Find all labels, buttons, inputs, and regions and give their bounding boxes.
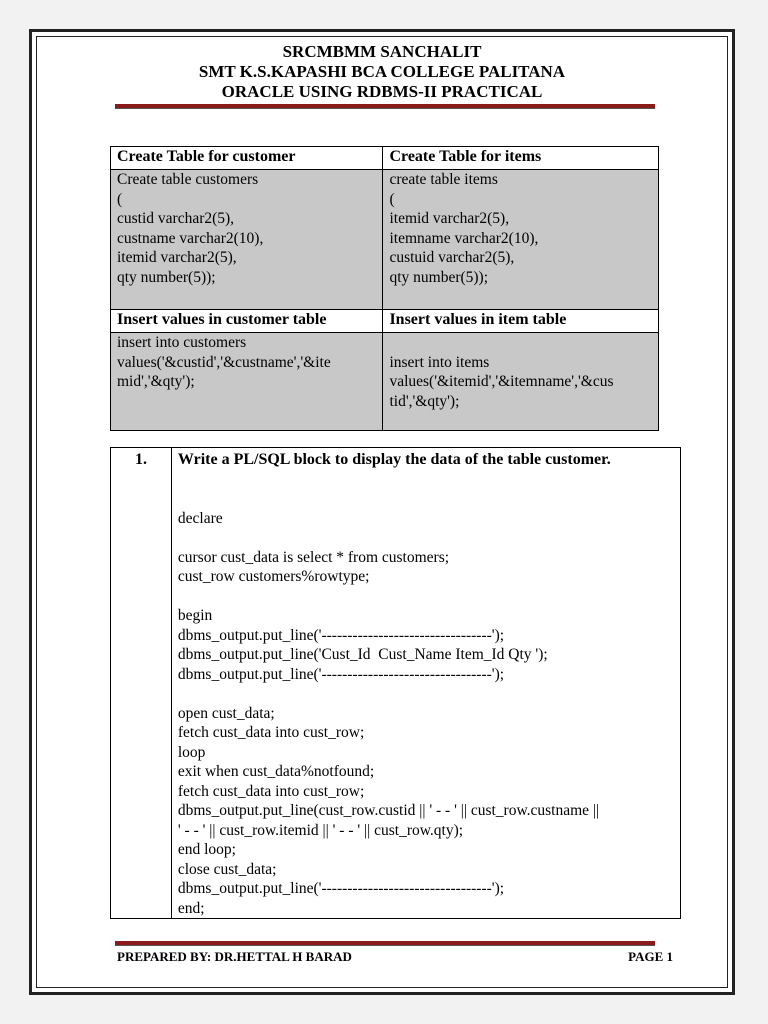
- code-line: [178, 528, 674, 548]
- code-line: dbms_output.put_line('Cust_Id Cust_Name Item_Id Qty ');: [177, 646, 548, 663]
- header-line-2: SMT K.S.KAPASHI BCA COLLEGE PALITANA: [198, 62, 566, 81]
- code-line: [178, 489, 674, 509]
- header-line-3: ORACLE USING RDBMS-II PRACTICAL: [221, 82, 543, 101]
- code-line: dbms_output.put_line('---------------------------------');: [177, 626, 505, 644]
- code-line: cursor cust_data is select * from customers;: [177, 548, 450, 566]
- code-line: begin: [177, 607, 213, 624]
- code-line: loop: [177, 743, 206, 761]
- insert-items-heading: Insert values in item table: [383, 310, 659, 333]
- question-title: Write a PL/SQL block to display the data of the table customer.: [177, 451, 611, 468]
- create-items-heading: Create Table for items: [383, 147, 659, 170]
- question-cell: [171, 448, 680, 919]
- question-table: [110, 447, 681, 919]
- code-line: end;: [177, 899, 205, 917]
- code-line: fetch cust_data into cust_row;: [177, 782, 365, 800]
- code-line: declare: [177, 509, 223, 527]
- create-insert-table: [110, 146, 659, 431]
- code-line: dbms_output.put_line(cust_row.custid || ' - - ' || cust_row.custname ||: [177, 802, 600, 819]
- code-line: end loop;: [177, 841, 236, 858]
- code-line: ' - - ' || cust_row.itemid || ' - - ' || cust_row.qty);: [177, 821, 464, 839]
- header-divider: [115, 104, 655, 109]
- create-customer-heading: Create Table for customer: [111, 147, 383, 170]
- create-customer-sql: Create table customers ( custid varchar2(5), custname varchar2(10), itemid varchar2(5), qty number(5));: [111, 170, 383, 310]
- code-line: [178, 587, 674, 607]
- question-number: 1.: [111, 448, 172, 919]
- code-line: cust_row customers%rowtype;: [177, 568, 370, 585]
- insert-customer-sql: insert into customers values('&custid','&custname','&ite mid','&qty');: [111, 333, 383, 431]
- code-line: close cust_data;: [177, 860, 277, 878]
- code-line: [178, 684, 674, 704]
- code-line: fetch cust_data into cust_row;: [177, 724, 365, 741]
- code-line: dbms_output.put_line('---------------------------------');: [177, 880, 505, 897]
- create-items-sql: create table items ( itemid varchar2(5), itemname varchar2(10), custuid varchar2(5), qty number(5));: [383, 170, 659, 310]
- insert-items-sql: insert into items values('&itemid','&itemname','&cus tid','&qty');: [383, 333, 659, 431]
- header-line-1: SRCMBMM SANCHALIT: [282, 42, 482, 61]
- code-line: dbms_output.put_line('---------------------------------');: [177, 665, 505, 683]
- code-block: [178, 470, 674, 919]
- footer-divider: [115, 941, 655, 946]
- page-header: [36, 42, 728, 102]
- insert-customer-heading: Insert values in customer table: [111, 310, 383, 333]
- code-line: [178, 470, 674, 490]
- prepared-by: PREPARED BY: DR.HETTAL H BARAD: [117, 949, 352, 964]
- code-line: open cust_data;: [177, 704, 275, 722]
- code-line: exit when cust_data%notfound;: [177, 763, 375, 780]
- page-number: PAGE 1: [628, 949, 673, 964]
